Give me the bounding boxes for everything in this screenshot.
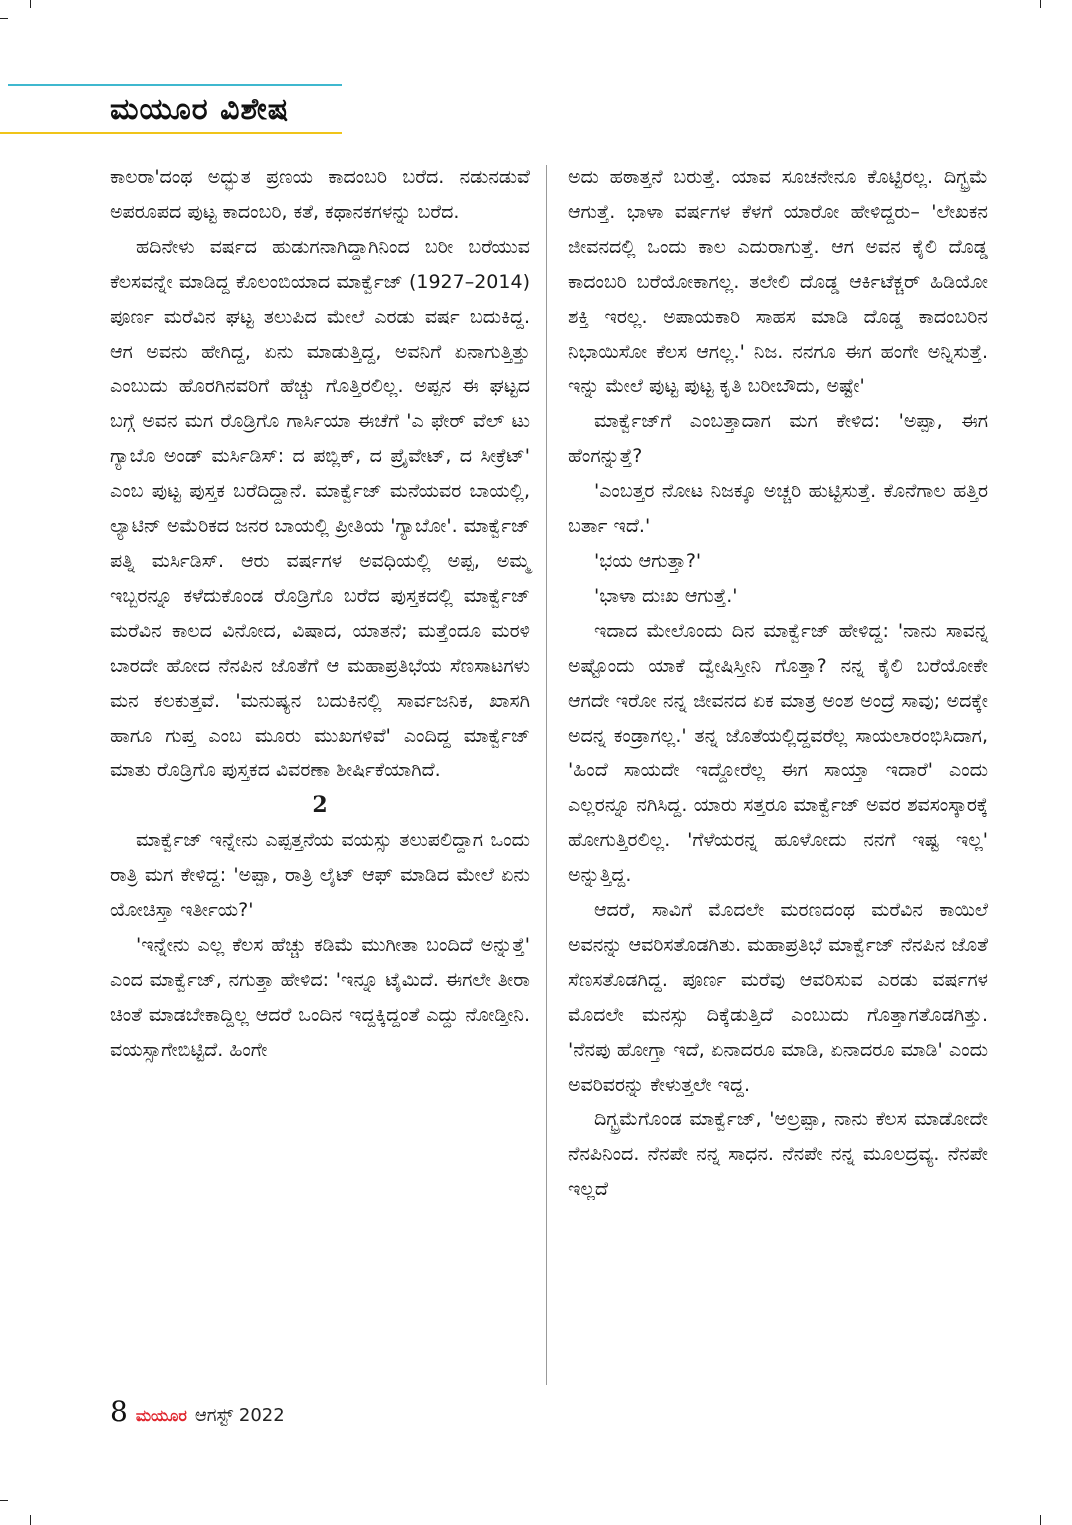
crop-mark <box>30 0 31 8</box>
issue-date: ಆಗಸ್ಟ್ 2022 <box>194 1405 285 1426</box>
page-footer <box>110 1395 285 1435</box>
section-title: ಮಯೂರ ವಿಶೇಷ <box>110 92 290 127</box>
magazine-logo: ಮಯೂರ <box>135 1406 187 1425</box>
paragraph: 'ಇನ್ನೇನು ಎಲ್ಲ ಕೆಲಸ ಹೆಚ್ಚು ಕಡಿಮೆ ಮುಗೀತಾ ಬಂದಿದೆ ಅನ್ನುತ್ತೆ' ಎಂದ ಮಾರ್ಕ್ವೆಜ್, ನಗುತ್ತಾ ಹೇಳಿದ: 'ಇನ್ನೂ ಟೈಮಿದೆ. ಈಗಲೇ ತೀರಾ ಚಿಂತೆ ಮಾಡಬೇಕಾದ್ದಿಲ್ಲ ಆದರೆ ಒಂದಿನ ಇದ್ದಕ್ಕಿದ್ದಂತೆ ಎದ್ದು ನೋಡ್ತೀನಿ. ವಯಸ್ಸಾಗೇಬಿಟ್ಟಿದೆ. ಹಿಂಗೇ <box>110 933 530 1061</box>
paragraph: 'ಭಾಳಾ ದುಃಖ ಆಗುತ್ತೆ.' <box>594 584 738 607</box>
crop-mark <box>1040 0 1041 8</box>
crop-mark <box>30 1515 31 1525</box>
left-column <box>110 160 530 1068</box>
paragraph: ದಿಗ್ಭ್ರಮೆಗೊಂಡ ಮಾರ್ಕ್ವೆಜ್, 'ಅಲ್ರಪ್ಪಾ, ನಾನು ಕೆಲಸ ಮಾಡೋದೇ ನೆನಪಿನಿಂದ. ನೆನಪೇ ನನ್ನ ಸಾಧನ. ನೆನಪೇ ನನ್ನ ಮೂಲದ್ರವ್ಯ. ನೆನಪೇ ಇಲ್ಲದೆ <box>568 1108 988 1201</box>
paragraph: ಅದು ಹಠಾತ್ತನೆ ಬರುತ್ತೆ. ಯಾವ ಸೂಚನೇನೂ ಕೊಟ್ಟಿರಲ್ಲ. ದಿಗ್ಭ್ರಮೆ ಆಗುತ್ತೆ. ಭಾಳಾ ವರ್ಷಗಳ ಕೆಳಗೆ ಯಾರೋ ಹೇಳಿದ್ದರು– 'ಲೇಖಕನ ಜೀವನದಲ್ಲಿ ಒಂದು ಕಾಲ ಎದುರಾಗುತ್ತೆ. ಆಗ ಅವನ ಕೈಲಿ ದೊಡ್ಡ ಕಾದಂಬರಿ ಬರೆಯೋಕಾಗಲ್ಲ. ತಲೇಲಿ ದೊಡ್ಡ ಆರ್ಕಿಟೆಕ್ಚರ್ ಹಿಡಿಯೋ ಶಕ್ತಿ ಇರಲ್ಲ. ಅಪಾಯಕಾರಿ ಸಾಹಸ ಮಾಡಿ ದೊಡ್ಡ ಕಾದಂಬರಿನ ನಿಭಾಯಿಸೋ ಕೆಲಸ ಆಗಲ್ಲ.' ನಿಜ. ನನಗೂ ಈಗ ಹಂಗೇ ಅನ್ನಿಸುತ್ತೆ. ಇನ್ನು ಮೇಲೆ ಪುಟ್ಟ ಪುಟ್ಟ ಕೃತಿ ಬರೀಬೌದು, ಅಷ್ಟೇ' <box>568 166 988 398</box>
paragraph: 'ಎಂಬತ್ತರ ನೋಟ ನಿಜಕ್ಕೂ ಅಚ್ಚರಿ ಹುಟ್ಟಿಸುತ್ತೆ. ಕೊನೆಗಾಲ ಹತ್ತಿರ ಬರ್ತಾ ಇದೆ.' <box>568 480 988 538</box>
header-bottom-rule <box>0 132 342 134</box>
right-column <box>568 160 988 1207</box>
paragraph: ಕಾಲರಾ'ದಂಥ ಅದ್ಭುತ ಪ್ರಣಯ ಕಾದಂಬರಿ ಬರೆದ. ನಡುನಡುವೆ ಅಪರೂಪದ ಪುಟ್ಟ ಕಾದಂಬರಿ, ಕತೆ, ಕಥಾನಕಗಳನ್ನು ಬರೆದ. <box>110 166 530 223</box>
paragraph: ಮಾರ್ಕ್ವೆಜ್ ಇನ್ನೇನು ಎಪ್ಪತ್ತನೆಯ ವಯಸ್ಸು ತಲುಪಲಿದ್ದಾಗ ಒಂದು ರಾತ್ರಿ ಮಗ ಕೇಳಿದ್ದ: 'ಅಪ್ಪಾ, ರಾತ್ರಿ ಲೈಟ್ ಆಫ್ ಮಾಡಿದ ಮೇಲೆ ಏನು ಯೋಚಿಸ್ತಾ ಇರ್ತೀಯ?' <box>110 829 530 922</box>
crop-mark <box>0 18 8 19</box>
header-top-rule <box>8 84 342 86</box>
section-number: 2 <box>312 792 328 819</box>
paragraph: ಹದಿನೇಳು ವರ್ಷದ ಹುಡುಗನಾಗಿದ್ದಾಗಿನಿಂದ ಬರೀ ಬರೆಯುವ ಕೆಲಸವನ್ನೇ ಮಾಡಿದ್ದ ಕೊಲಂಬಿಯಾದ ಮಾರ್ಕ್ವೆಜ್ (1927–2014) ಪೂರ್ಣ ಮರೆವಿನ ಘಟ್ಟ ತಲುಪಿದ ಮೇಲೆ ಎರಡು ವರ್ಷ ಬದುಕಿದ್ದ. ಆಗ ಅವನು ಹೇಗಿದ್ದ, ಏನು ಮಾಡುತ್ತಿದ್ದ, ಅವನಿಗೆ ಏನಾಗುತ್ತಿತ್ತು ಎಂಬುದು ಹೊರಗಿನವರಿಗೆ ಹೆಚ್ಚು ಗೊತ್ತಿರಲಿಲ್ಲ. ಅಪ್ಪನ ಈ ಘಟ್ಟದ ಬಗ್ಗೆ ಅವನ ಮಗ ರೊಡ್ರಿಗೊ ಗಾರ್ಸಿಯಾ ಈಚೆಗೆ 'ಎ ಫೇರ್ ವೆಲ್ ಟು ಗ್ಯಾಬೊ ಅಂಡ್ ಮರ್ಸಿಡಿಸ್: ದ ಪಬ್ಲಿಕ್, ದ ಪ್ರೈವೇಟ್, ದ ಸೀಕ್ರೆಟ್' ಎಂಬ ಪುಟ್ಟ ಪುಸ್ತಕ ಬರೆದಿದ್ದಾನೆ. ಮಾರ್ಕ್ವೆಜ್ ಮನೆಯವರ ಬಾಯಲ್ಲಿ, ಲ್ಯಾಟಿನ್ ಅಮೆರಿಕದ ಜನರ ಬಾಯಲ್ಲಿ ಪ್ರೀತಿಯ 'ಗ್ಯಾಬೋ'. ಮಾರ್ಕ್ವೆಜ್ ಪತ್ನಿ ಮರ್ಸಿಡಿಸ್. ಆರು ವರ್ಷಗಳ ಅವಧಿಯಲ್ಲಿ ಅಪ್ಪ, ಅಮ್ಮ ಇಬ್ಬರನ್ನೂ ಕಳೆದುಕೊಂಡ ರೊಡ್ರಿಗೊ ಬರೆದ ಪುಸ್ತಕದಲ್ಲಿ ಮಾರ್ಕ್ವೆಜ್ ಮರೆವಿನ ಕಾಲದ ವಿನೋದ, ವಿಷಾದ, ಯಾತನೆ; ಮತ್ತೆಂದೂ ಮರಳಿ ಬಾರದೇ ಹೋದ ನೆನಪಿನ ಜೊತೆಗೆ ಆ ಮಹಾಪ್ರತಿಭೆಯ ಸೆಣಸಾಟಗಳು ಮನ ಕಲಕುತ್ತವೆ. 'ಮನುಷ್ಯನ ಬದುಕಿನಲ್ಲಿ ಸಾರ್ವಜನಿಕ, ಖಾಸಗಿ ಹಾಗೂ ಗುಪ್ತ ಎಂಬ ಮೂರು ಮುಖಗಳಿವೆ' ಎಂದಿದ್ದ ಮಾರ್ಕ್ವೆಜ್ ಮಾತು ರೊಡ್ರಿಗೊ ಪುಸ್ತಕದ ವಿವರಣಾ ಶೀರ್ಷಿಕೆಯಾಗಿದೆ. <box>110 235 530 782</box>
crop-mark <box>0 1500 8 1501</box>
paragraph: ಆದರೆ, ಸಾವಿಗೆ ಮೊದಲೇ ಮರಣದಂಥ ಮರೆವಿನ ಕಾಯಿಲೆ ಅವನನ್ನು ಆವರಿಸತೊಡಗಿತು. ಮಹಾಪ್ರತಿಭೆ ಮಾರ್ಕ್ವೆಜ್ ನೆನಪಿನ ಜೊತೆ ಸೆಣಸತೊಡಗಿದ್ದ. ಪೂರ್ಣ ಮರೆವು ಆವರಿಸುವ ಎರಡು ವರ್ಷಗಳ ಮೊದಲೇ ಮನಸ್ಸು ದಿಕ್ಕೆಡುತ್ತಿದೆ ಎಂಬುದು ಗೊತ್ತಾಗತೊಡಗಿತ್ತು. 'ನೆನಪು ಹೋಗ್ತಾ ಇದೆ, ಏನಾದರೂ ಮಾಡಿ, ಏನಾದರೂ ಮಾಡಿ' ಎಂದು ಅವರಿವರನ್ನು ಕೇಳುತ್ತಲೇ ಇದ್ದ. <box>568 899 988 1096</box>
crop-mark <box>1040 1515 1041 1525</box>
paragraph: ಮಾರ್ಕ್ವೆಜ್‌ಗೆ ಎಂಬತ್ತಾದಾಗ ಮಗ ಕೇಳಿದ: 'ಅಪ್ಪಾ, ಈಗ ಹೆಂಗನ್ನುತ್ತೆ? <box>568 410 988 468</box>
page-number: 8 <box>110 1395 128 1428</box>
paragraph: ಇದಾದ ಮೇಲೊಂದು ದಿನ ಮಾರ್ಕ್ವೆಜ್ ಹೇಳಿದ್ದ: 'ನಾನು ಸಾವನ್ನ ಅಷ್ಟೊಂದು ಯಾಕೆ ದ್ವೇಷಿಸ್ತೀನಿ ಗೊತ್ತಾ? ನನ್ನ ಕೈಲಿ ಬರೆಯೋಕೇ ಆಗದೇ ಇರೋ ನನ್ನ ಜೀವನದ ಏಕ ಮಾತ್ರ ಅಂಶ ಅಂದ್ರೆ ಸಾವು; ಅದಕ್ಕೇ ಅದನ್ನ ಕಂಡ್ರಾಗಲ್ಲ.' ತನ್ನ ಜೊತೆಯಲ್ಲಿದ್ದವರೆಲ್ಲ ಸಾಯಲಾರಂಭಿಸಿದಾಗ, 'ಹಿಂದೆ ಸಾಯದೇ ಇದ್ದೋರೆಲ್ಲ ಈಗ ಸಾಯ್ತಾ ಇದಾರೆ' ಎಂದು ಎಲ್ಲರನ್ನೂ ನಗಿಸಿದ್ದ. ಯಾರು ಸತ್ತರೂ ಮಾರ್ಕ್ವೆಜ್ ಅವರ ಶವಸಂಸ್ಕಾರಕ್ಕೆ ಹೋಗುತ್ತಿರಲಿಲ್ಲ. 'ಗೆಳೆಯರನ್ನ ಹೂಳೋದು ನನಗೆ ಇಷ್ಟ ಇಲ್ಲ' ಅನ್ನುತ್ತಿದ್ದ. <box>568 619 988 887</box>
section-header <box>0 84 342 134</box>
paragraph: 'ಭಯ ಆಗುತ್ತಾ?' <box>594 549 702 572</box>
column-divider <box>546 165 547 1385</box>
